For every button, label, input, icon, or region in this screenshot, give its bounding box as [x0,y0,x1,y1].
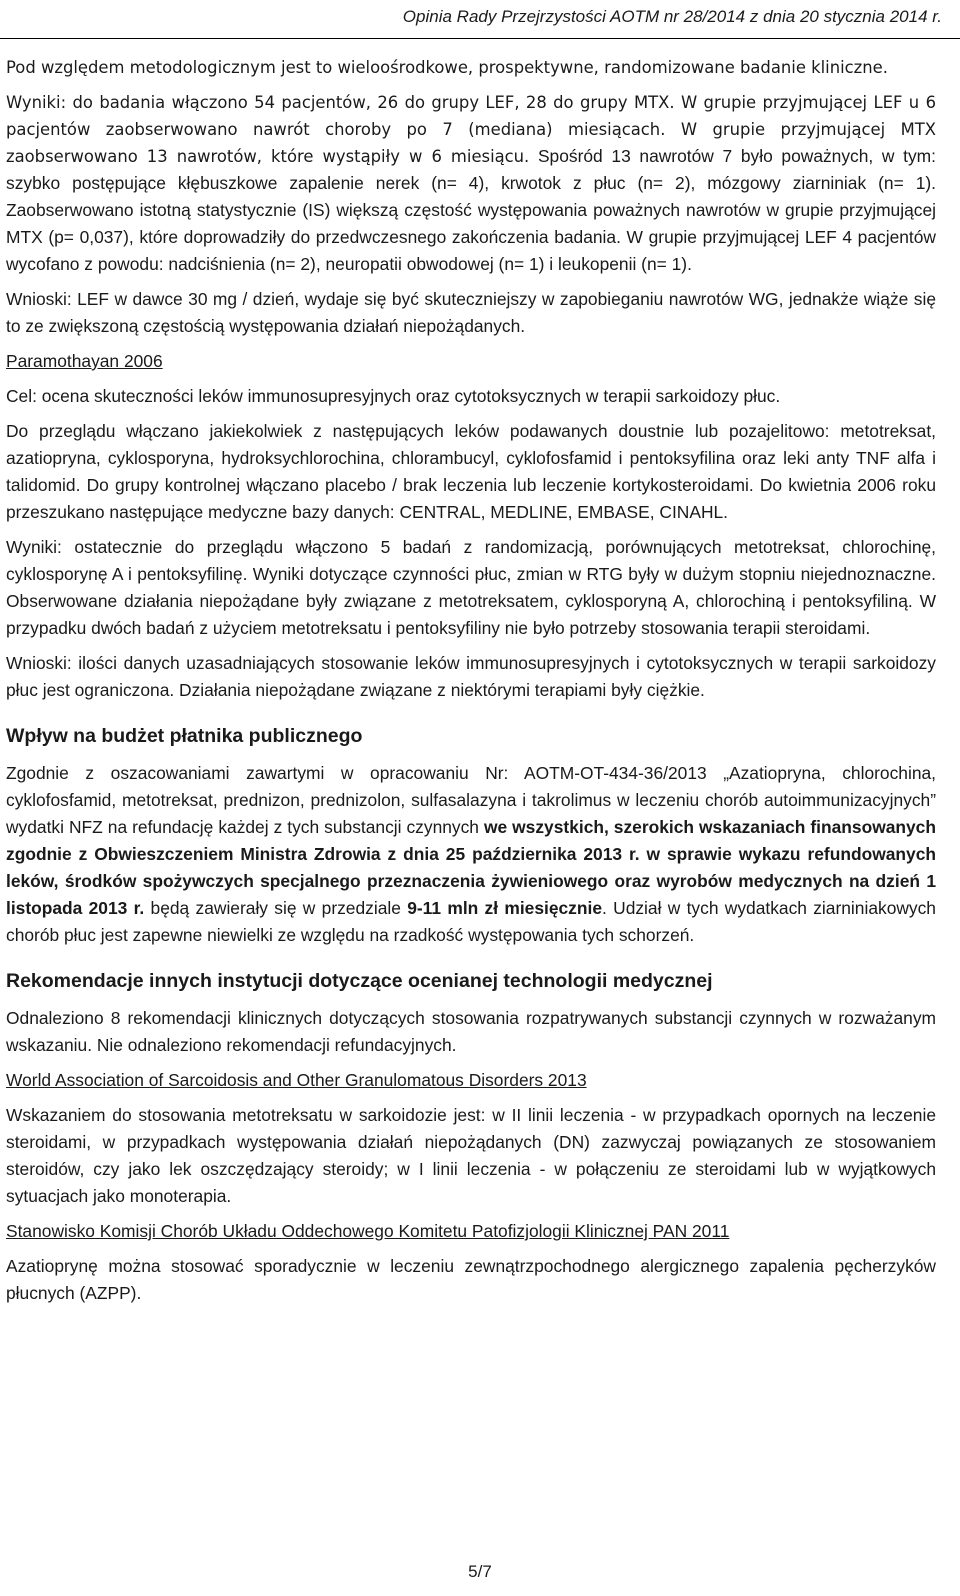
paragraph-review-conclusions: Wnioski: ilości danych uzasadniających stosowanie leków immunosupresyjnych i cytotoksycznych w terapii sarkoidozy płuc jest ograniczona. Działania niepożądane związane z niektórymi terapiami były ciężkie. [6,653,936,700]
paragraph-review-scope: Do przeglądu włączano jakiekolwiek z następujących leków podawanych doustnie lub pozajelitowo: metotreksat, azatiopryna, cyklosporyna, hydroksychlorochina, chlorambucyl, cyklofosfamid i pentoksyfilina oraz leki anty TNF alfa i talidomid. Do grupy kontrolnej włączano placebo / brak leczenia lub leczenie kortykosteroidami. Do kwietnia 2006 roku przeszukano następujące medyczne bazy danych: CENTRAL, MEDLINE, EMBASE, CINAHL. [6,421,936,522]
budget-text-e: . Udział w tych wydatkach ziarniniakowych chorób płuc jest zapewne niewielki ze względu na rzadkość występowania tych schorzeń. [6,898,936,945]
paragraph-review-results: Wyniki: ostatecznie do przeglądu włączono 5 badań z randomizacją, porównujących metotreksat, chlorochinę, cyklosporynę A i pentoksyfilinę. Wyniki dotyczące czynności płuc, zmian w RTG były w dużym stopniu niejednoznaczne. Obserwowane działania niepożądane były związane z metotreksatem, cyklosporyną A, chlorochiną i pentoksyfiliną. W przypadku dwóch badań z użyciem metotreksatu i pentoksyfiliny nie było potrzeby stosowania terapii steroidami. [6,537,936,638]
paragraph-conclusions-lef: Wnioski: LEF w dawce 30 mg / dzień, wydaje się być skuteczniejszy w zapobieganiu nawrotów WG, jednakże wiąże się to ze zwiększoną częstością występowania działań niepożądanych. [6,289,936,336]
paragraph-aim: Cel: ocena skuteczności leków immunosupresyjnych oraz cytotoksycznych w terapii sarkoidozy płuc. [6,386,781,406]
reference-wasog: World Association of Sarcoidosis and Other Granulomatous Disorders 2013 [6,1070,587,1090]
header-title: Opinia Rady Przejrzystości AOTM nr 28/2014 z dnia 20 stycznia 2014 r. [402,7,942,26]
budget-text-d: 9-11 mln zł miesięcznie [407,898,603,918]
reference-pan-2011: Stanowisko Komisji Chorób Układu Oddechowego Komitetu Patofizjologii Klinicznej PAN 2011 [6,1221,730,1241]
paragraph-recommendations-found: Odnaleziono 8 rekomendacji klinicznych dotyczących stosowania rozpatrywanych substancji czynnych w rozważanym wskazaniu. Nie odnaleziono rekomendacji refundacyjnych. [6,1008,936,1055]
paragraph-budget [6,760,936,949]
paragraph-results-lef [6,89,936,278]
heading-budget-impact: Wpływ na budżet płatnika publicznego [6,725,363,747]
page-number: 5/7 [468,1562,492,1581]
page-header [0,0,960,39]
paragraph-azathioprine: Azatioprynę można stosować sporadycznie w leczeniu zewnątrzpochodnego alergicznego zapalenia pęcherzyków płucnych (AZPP). [6,1256,936,1303]
budget-text-c: będą zawierały się w przedziale [144,898,408,918]
document-body [6,54,936,1315]
paragraph-methodology: Pod względem metodologicznym jest to wieloośrodkowe, prospektywne, randomizowane badanie kliniczne. [6,58,888,77]
reference-paramothayan: Paramothayan 2006 [6,351,163,371]
budget-text-b: we wszystkich, szerokich wskazaniach finansowanych zgodnie z Obwieszczeniem Ministra Zdrowia z dnia 25 października 2013 r. w sprawie wykazu refundowanych leków, środków spożywczych specjalnego przeznaczenia żywieniowego oraz wyrobów medycznych na dzień 1 listopada 2013 r. [6,817,936,918]
paragraph-methotrexate-indication: Wskazaniem do stosowania metotreksatu w sarkoidozie jest: w II linii leczenia - w przypadkach opornych na leczenie steroidami, w przypadkach występowania działań niepożądanych (DN) zazwyczaj powiązanych ze stosowaniem steroidów, czy jako lek oszczędzający steroidy; w I linii leczenia - w połączeniu ze steroidami lub w wyjątkowych sytuacjach jako monoterapia. [6,1105,936,1206]
heading-other-recommendations: Rekomendacje innych instytucji dotyczące ocenianej technologii medycznej [6,970,713,992]
budget-text-a: Zgodnie z oszacowaniami zawartymi w opracowaniu Nr: AOTM-OT-434-36/2013 „Azatiopryna, chlorochina, cyklofosfamid, metotreksat, prednizon, prednizolon, sulfasalazyna i takrolimus w leczeniu chorób autoimmunizacyjnych” wydatki NFZ na refundację każdej z tych substancji czynnych [6,763,936,837]
results-lef-part2: Spośród 13 nawrotów 7 było poważnych, w tym: szybko postępujące kłębuszkowe zapalenie nerek (n= 4), krwotok z płuc (n= 2), mózgowy ziarniniak (n= 1). Zaobserwowano istotną statystycznie (IS) większą częstość występowania poważnych nawrotów w grupie przyjmującej MTX (p= 0,037), które doprowadziły do przedwczesnego zakończenia badania. W grupie przyjmującej LEF 4 pacjentów wycofano z powodu: nadciśnienia (n= 2), neuropatii obwodowej (n= 1) i leukopenii (n= 1). [6,146,936,274]
results-lef-part1: Wyniki: do badania włączono 54 pacjentów, 26 do grupy LEF, 28 do grupy MTX. W grupie przyjmującej LEF u 6 pacjentów zaobserwowano nawrót choroby po 7 (mediana) miesiącach. W grupie przyjmującej MTX zaobserwowano 13 nawrotów, które wystąpiły w 6 miesiącu. [6,93,936,166]
